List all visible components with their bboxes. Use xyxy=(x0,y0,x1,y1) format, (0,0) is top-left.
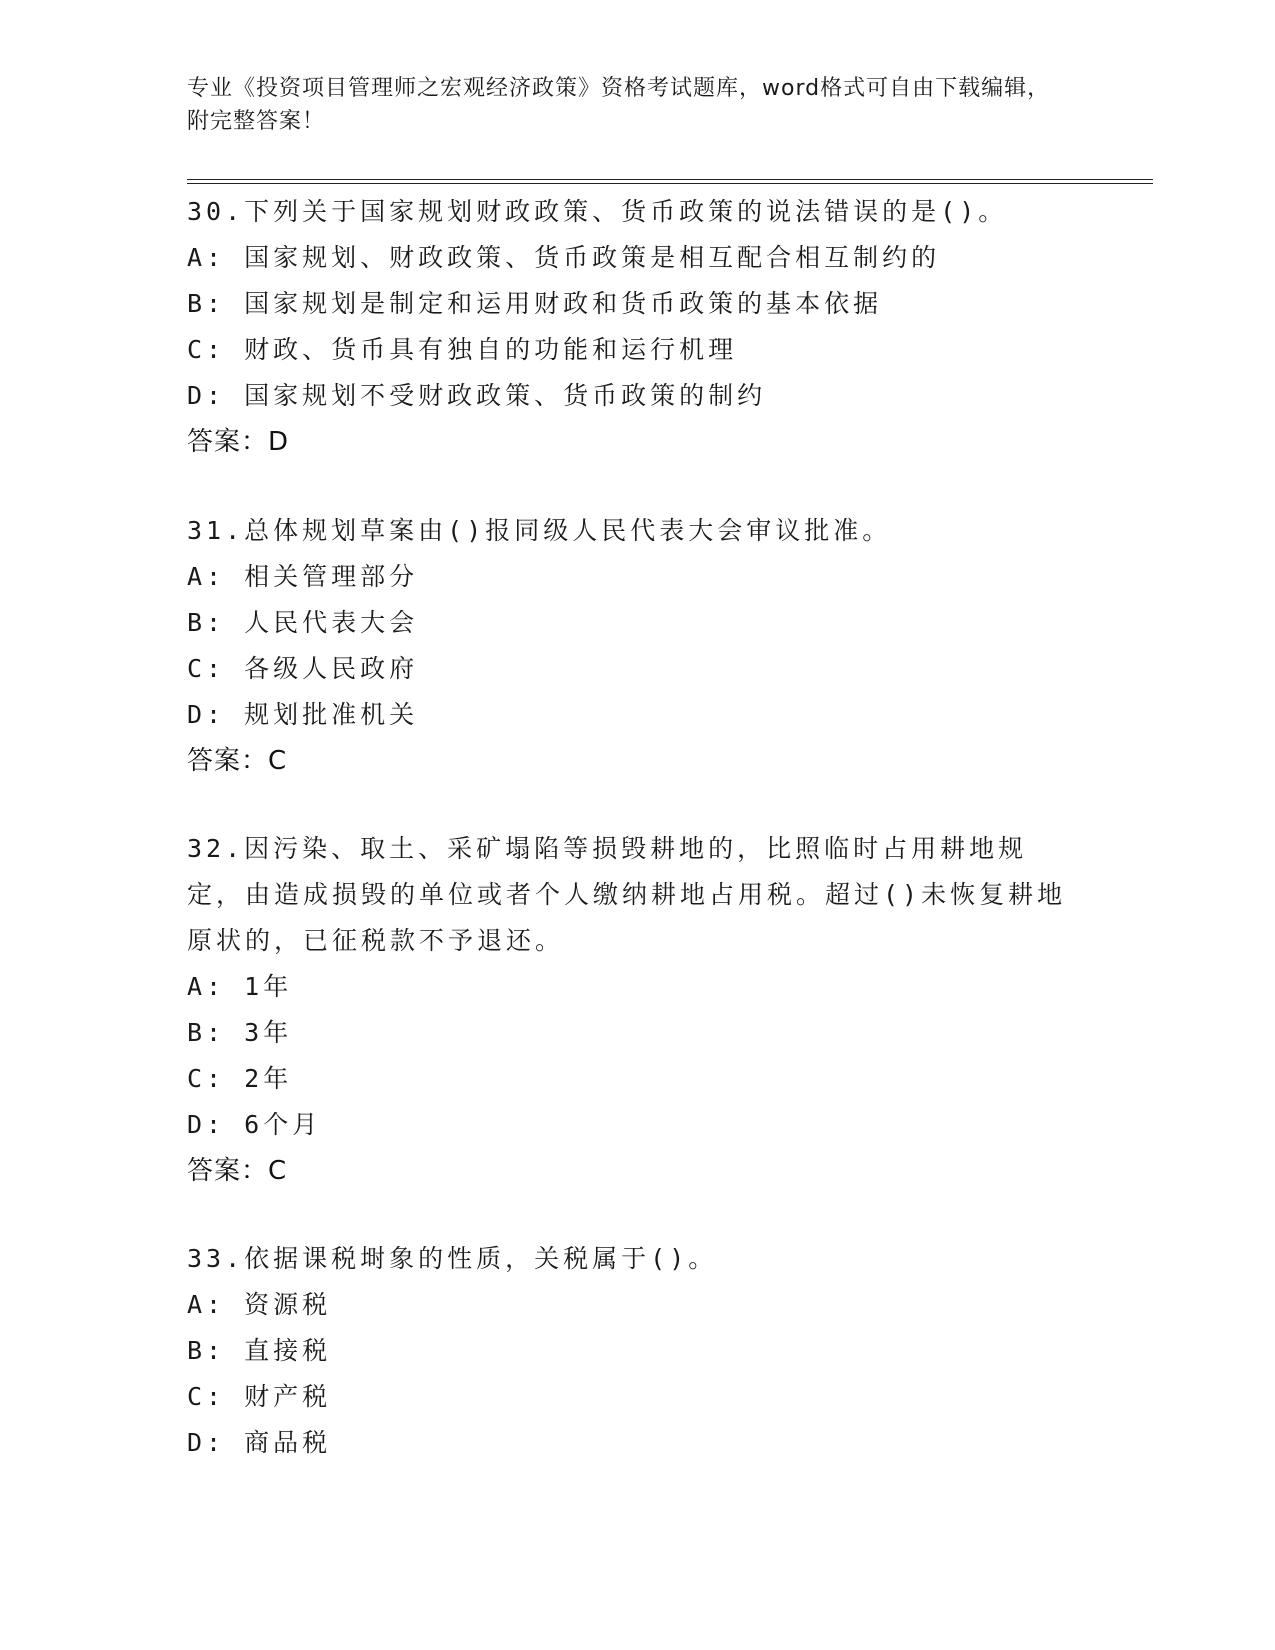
header-divider-bottom xyxy=(187,183,1153,184)
option-b: B: 直接税 xyxy=(187,1336,332,1365)
option-c: C: 2年 xyxy=(187,1064,293,1093)
option-c: C: 各级人民政府 xyxy=(187,654,419,683)
option-a: A: 资源税 xyxy=(187,1290,332,1319)
question-31 xyxy=(187,508,1087,784)
question-stem: 31.总体规划草案由()报同级人民代表大会审议批准。 xyxy=(187,516,892,545)
question-30 xyxy=(187,189,1087,465)
answer-line: 答案：D xyxy=(187,427,290,457)
option-a: A: 国家规划、财政政策、货币政策是相互配合相互制约的 xyxy=(187,243,941,272)
answer-line: 答案：C xyxy=(187,1156,288,1186)
question-32 xyxy=(187,826,1087,1194)
option-b: B: 人民代表大会 xyxy=(187,608,419,637)
header-divider-top xyxy=(187,179,1153,180)
option-d: D: 6个月 xyxy=(187,1110,322,1139)
option-b: B: 国家规划是制定和运用财政和货币政策的基本依据 xyxy=(187,289,883,318)
question-stem: 32.因污染、取土、采矿塌陷等损毁耕地的，比照临时占用耕地规定，由造成损毁的单位或者个人缴纳耕地占用税。超过()未恢复耕地原状的，已征税款不予退还。 xyxy=(187,834,1067,955)
option-d: D: 规划批准机关 xyxy=(187,700,419,729)
answer-line: 答案：C xyxy=(187,746,288,776)
option-d: D: 国家规划不受财政政策、货币政策的制约 xyxy=(187,381,767,410)
document-header-intro: 专业《投资项目管理师之宏观经济政策》资格考试题库，word格式可自由下载编辑，附完整答案！ xyxy=(187,76,1051,134)
option-d: D: 商品税 xyxy=(187,1428,332,1457)
option-a: A: 1年 xyxy=(187,972,293,1001)
question-stem: 33.依据课税埘象的性质，关税属于()。 xyxy=(187,1244,718,1273)
question-stem: 30.下列关于国家规划财政政策、货币政策的说法错误的是()。 xyxy=(187,197,1008,226)
option-c: C: 财产税 xyxy=(187,1382,332,1411)
option-c: C: 财政、货币具有独自的功能和运行机理 xyxy=(187,335,738,364)
question-33 xyxy=(187,1236,1087,1466)
option-b: B: 3年 xyxy=(187,1018,293,1047)
option-a: A: 相关管理部分 xyxy=(187,562,419,591)
